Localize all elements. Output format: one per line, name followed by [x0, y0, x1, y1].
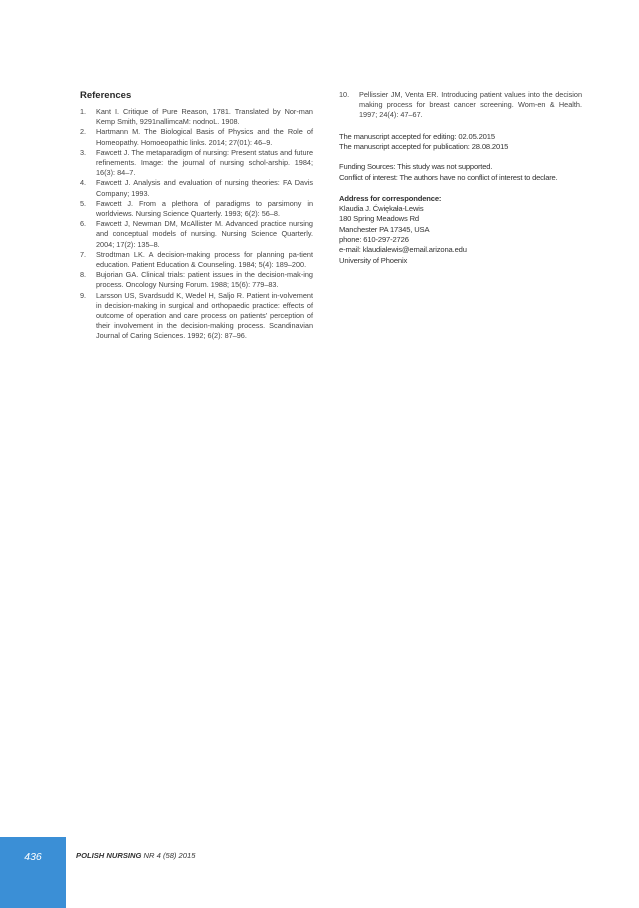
journal-issue: NR 4 (58) 2015 [143, 851, 196, 860]
references-heading: References [80, 90, 132, 101]
conflict-of-interest: Conflict of interest: The authors have no conflict of interest to declare. [339, 172, 558, 182]
reference-number: 2. [80, 127, 87, 137]
reference-text: Hartmann M. The Biological Basis of Physics and the Role of Homeopathy. Homoeopathic links. 2014; 27(01): 46–9. [96, 127, 313, 147]
reference-item [80, 219, 313, 250]
reference-number: 5. [80, 198, 87, 208]
correspondence-address [339, 194, 582, 266]
address-phone: phone: 610-297-2726 [339, 234, 409, 244]
reference-number: 1. [80, 107, 87, 116]
journal-footer [76, 851, 195, 860]
reference-text: Fawcett J. Analysis and evaluation of nursing theories: FA Davis Company; 1993. [96, 178, 313, 198]
reference-item [80, 107, 313, 127]
reference-item [80, 270, 313, 290]
reference-item [80, 250, 313, 270]
address-email[interactable]: e-mail: klaudialewis@email.arizona.edu [339, 245, 467, 255]
reference-number: 8. [80, 270, 87, 280]
manuscript-dates [339, 132, 582, 153]
address-street: 180 Spring Meadows Rd [339, 214, 420, 224]
correspondence-title: Address for correspondence: [339, 193, 442, 203]
references-section [80, 90, 313, 342]
reference-number: 4. [80, 178, 87, 188]
funding-sources: Funding Sources: This study was not supported. [339, 162, 493, 172]
reference-text: Kant I. Critique of Pure Reason, 1781. Translated by Nor-man Kemp Smith, 9291nallimcaM: nodnoL. 1908. [96, 107, 313, 127]
reference-item [80, 148, 313, 179]
author-name: Klaudia J. Ćwiękała-Lewis [339, 204, 424, 214]
reference-item [80, 127, 313, 147]
journal-name: POLISH NURSING [76, 851, 142, 860]
reference-text: Larsson US, Svardsudd K, Wedel H, Saljo R. Patient in-volvement in decision-making in surgical and orthopaedic practice: effects of outcome of operation and care process on patients' perception of their involvement in the decision-making process. Scandinavian Journal of Caring Sciences. 1992; 6(2): 87–96. [96, 290, 313, 341]
reference-item [80, 199, 313, 219]
accepted-publication-date: The manuscript accepted for publication: 28.08.2015 [339, 141, 509, 151]
reference-item [80, 178, 313, 198]
page-number-bar [0, 837, 66, 908]
references-list-right [339, 90, 582, 121]
reference-number: 3. [80, 147, 87, 157]
right-column [339, 90, 582, 266]
reference-number: 9. [80, 290, 87, 300]
reference-number: 10. [339, 90, 350, 99]
reference-item [339, 90, 582, 121]
reference-text: Pellissier JM, Venta ER. Introducing patient values into the decision making process for breast cancer screening. Wom-en & Health. 1997; 24(4): 47–67. [359, 90, 582, 120]
reference-text: Fawcett J. The metaparadigm of nursing: Present status and future refinements. Image: the journal of nursing schol-arship. 1984; 16(3): 84–7. [96, 147, 313, 178]
reference-number: 6. [80, 219, 87, 229]
page-number: 436 [24, 851, 42, 863]
reference-number: 7. [80, 249, 87, 259]
references-list-left [80, 107, 313, 342]
reference-text: Bujorian GA. Clinical trials: patient issues in the decision-mak-ing process. Oncology Nursing Forum. 1988; 15(6): 779–83. [96, 270, 313, 290]
reference-text: Strodtman LK. A decision-making process for planning pa-tient education. Patient Education & Counseling. 1984; 5(4): 189–200. [96, 249, 313, 270]
accepted-editing-date: The manuscript accepted for editing: 02.05.2015 [339, 131, 495, 141]
address-city: Manchester PA 17345, USA [339, 224, 430, 234]
reference-item [80, 291, 313, 342]
author-affiliation: University of Phoenix [339, 255, 408, 265]
reference-text: Fawcett J, Newman DM, McAllister M. Advanced practice nursing and conceptual models of nursing. Nursing Science Quarterly. 2004; 17(2): 135–8. [96, 219, 313, 249]
funding-statement [339, 162, 582, 183]
reference-text: Fawcett J. From a plethora of paradigms to parsimony in worldviews. Nursing Science Quarterly. 1993; 6(2): 56–8. [96, 198, 313, 219]
